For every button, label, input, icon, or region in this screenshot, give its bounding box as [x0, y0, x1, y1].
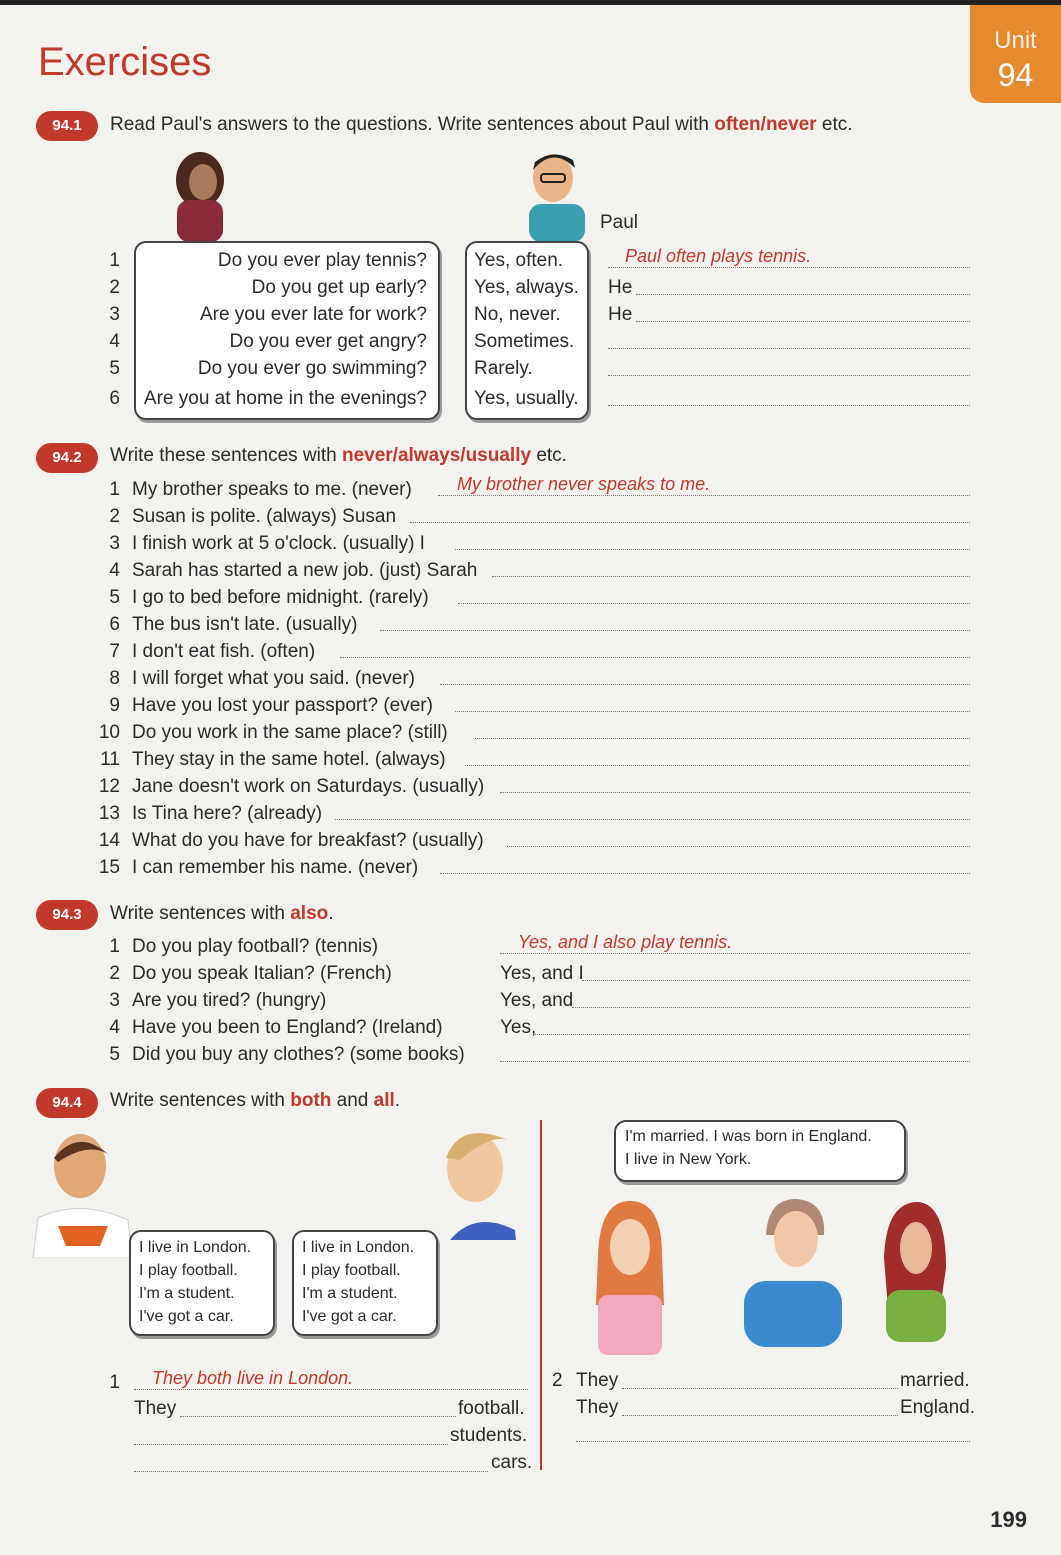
answer-line[interactable]	[608, 404, 970, 406]
top-border	[0, 0, 1061, 5]
question-text: Do you ever play tennis?	[217, 250, 427, 271]
item-text: I go to bed before midnight. (rarely)	[132, 587, 429, 608]
answer-text: Yes, often.	[474, 250, 564, 271]
example-answer: My brother never speaks to me.	[457, 474, 711, 494]
item-text: Susan is polite. (always) Susan	[132, 506, 397, 527]
answer-line[interactable]	[380, 629, 970, 631]
item-number: 1	[109, 479, 120, 500]
item-text: I finish work at 5 o'clock. (usually) I	[132, 533, 425, 554]
answer-line[interactable]	[410, 521, 970, 523]
example-answer: They both live in London.	[152, 1368, 354, 1388]
item-number: 11	[100, 749, 120, 770]
item-text: The bus isn't late. (usually)	[132, 614, 358, 635]
answer-line[interactable]	[492, 575, 970, 577]
question-text: Do you ever get angry?	[229, 331, 427, 352]
answer-line[interactable]	[465, 764, 970, 766]
unit-tab	[970, 5, 1061, 103]
answer-line[interactable]	[535, 1033, 970, 1035]
section-divider	[540, 1120, 542, 1470]
exercise-badge-94-1: 94.1	[36, 111, 98, 141]
man-left-illustration	[28, 1128, 138, 1258]
answer-line[interactable]	[440, 683, 970, 685]
item-text: Have you lost your passport? (ever)	[132, 695, 433, 716]
exercise-badge-94-4: 94.4	[36, 1088, 98, 1118]
answer-line[interactable]	[500, 1060, 970, 1062]
example-answer: Paul often plays tennis.	[625, 246, 812, 266]
answer-line[interactable]	[636, 320, 970, 322]
page-title: Exercises	[38, 40, 212, 84]
item-text: Do you speak Italian? (French)	[132, 963, 392, 984]
answer-start: He	[608, 277, 633, 298]
answer-text: Yes, usually.	[474, 388, 579, 409]
paul-label: Paul	[600, 212, 639, 233]
answer-line[interactable]	[500, 791, 970, 793]
part1-end: students.	[450, 1425, 528, 1446]
q-number: 4	[109, 331, 120, 352]
instruction-94-2: Write these sentences with never/always/usually etc.	[110, 445, 567, 466]
answer-line[interactable]	[438, 494, 970, 496]
unit-number: 94	[997, 57, 1034, 93]
unit-label: Unit	[994, 27, 1037, 54]
part1-end: cars.	[491, 1452, 533, 1473]
item-number: 4	[109, 1017, 120, 1038]
q-number: 2	[109, 277, 120, 298]
answer-line[interactable]	[458, 602, 970, 604]
answer-line[interactable]	[572, 1006, 970, 1008]
answer-line[interactable]	[622, 1414, 898, 1416]
item-number: 10	[98, 722, 120, 743]
answer-line[interactable]	[340, 656, 970, 658]
answer-line[interactable]	[608, 347, 970, 349]
item-text: What do you have for breakfast? (usually)	[132, 830, 484, 851]
answer-line[interactable]	[440, 872, 970, 874]
part2-they: They	[576, 1370, 619, 1391]
item-text: Have you been to England? (Ireland)	[132, 1017, 443, 1038]
item-text: Did you buy any clothes? (some books)	[132, 1044, 465, 1065]
bubble-group-text: I'm married. I was born in England. I live in New York.	[625, 1128, 872, 1168]
item-number: 13	[98, 803, 120, 824]
answer-line[interactable]	[576, 1440, 970, 1442]
item-number: 15	[98, 857, 120, 878]
instruction-94-1: Read Paul's answers to the questions. Write sentences about Paul with often/never etc.	[110, 114, 853, 135]
answer-start: He	[608, 304, 633, 325]
instruction-94-3: Write sentences with also.	[110, 903, 334, 924]
answer-text: Sometimes.	[474, 331, 575, 352]
item-number: 3	[109, 990, 120, 1011]
part1-they: They	[134, 1398, 177, 1419]
answer-line[interactable]	[455, 710, 970, 712]
answer-line[interactable]	[608, 266, 970, 268]
question-text: Do you get up early?	[251, 277, 427, 298]
answer-line[interactable]	[608, 374, 970, 376]
item-number: 5	[109, 587, 120, 608]
item-number: 2	[109, 506, 120, 527]
part2-end: married.	[900, 1370, 970, 1391]
example-answer: Yes, and I also play tennis.	[518, 932, 733, 952]
q-number: 1	[109, 250, 120, 271]
page-number: 199	[990, 1507, 1027, 1532]
woman-1-illustration	[590, 1195, 670, 1355]
item-text: I will forget what you said. (never)	[132, 668, 416, 689]
answer-line[interactable]	[500, 952, 970, 954]
q-number: 3	[109, 304, 120, 325]
bubble-left-text: I live in London. I play football. I'm a student. I've got a car.	[139, 1239, 252, 1325]
item-text: My brother speaks to me. (never)	[132, 479, 412, 500]
item-text: I can remember his name. (never)	[132, 857, 419, 878]
part1-number: 1	[109, 1372, 120, 1393]
answer-start: Yes, and I	[500, 963, 584, 984]
item-text: Sarah has started a new job. (just) Sarah	[132, 560, 478, 581]
exercise-badge-94-3: 94.3	[36, 900, 98, 930]
answer-text: Rarely.	[474, 358, 533, 379]
answer-line[interactable]	[507, 845, 970, 847]
item-number: 1	[109, 936, 120, 957]
item-text: I don't eat fish. (often)	[132, 641, 316, 662]
answer-line[interactable]	[622, 1387, 898, 1389]
question-text: Do you ever go swimming?	[197, 358, 427, 379]
question-text: Are you ever late for work?	[199, 304, 427, 325]
answer-start: Yes,	[500, 1017, 537, 1038]
paul-illustration	[515, 150, 595, 242]
answer-line[interactable]	[335, 818, 970, 820]
item-number: 14	[98, 830, 120, 851]
answer-line[interactable]	[455, 548, 970, 550]
answer-line[interactable]	[134, 1388, 528, 1390]
answer-line[interactable]	[134, 1470, 488, 1472]
answer-text: Yes, always.	[474, 277, 579, 298]
item-text: Jane doesn't work on Saturdays. (usually)	[132, 776, 485, 797]
item-number: 2	[109, 963, 120, 984]
item-text: Do you play football? (tennis)	[132, 936, 379, 957]
item-number: 9	[109, 695, 120, 716]
part2-they: They	[576, 1397, 619, 1418]
answer-line[interactable]	[180, 1415, 456, 1417]
woman-illustration	[165, 150, 235, 242]
item-number: 3	[109, 533, 120, 554]
part2-number: 2	[552, 1370, 563, 1391]
item-number: 12	[98, 776, 120, 797]
answer-start: Yes, and	[500, 990, 574, 1011]
item-number: 7	[109, 641, 120, 662]
man-right-illustration	[420, 1120, 520, 1240]
item-text: Is Tina here? (already)	[132, 803, 323, 824]
item-number: 6	[109, 614, 120, 635]
q-number: 5	[109, 358, 120, 379]
item-text: They stay in the same hotel. (always)	[132, 749, 446, 770]
woman-2-illustration	[738, 1195, 848, 1350]
q-number: 6	[109, 388, 120, 409]
item-number: 5	[109, 1044, 120, 1065]
part2-end: England.	[900, 1397, 976, 1418]
woman-3-illustration	[880, 1198, 950, 1343]
item-text: Are you tired? (hungry)	[132, 990, 327, 1011]
item-text: Do you work in the same place? (still)	[132, 722, 448, 743]
item-number: 4	[109, 560, 120, 581]
answer-line[interactable]	[582, 979, 970, 981]
instruction-94-4: Write sentences with both and all.	[110, 1090, 401, 1111]
answer-text: No, never.	[474, 304, 561, 325]
answer-line[interactable]	[134, 1443, 448, 1445]
question-text: Are you at home in the evenings?	[143, 388, 427, 409]
item-number: 8	[109, 668, 120, 689]
answer-line[interactable]	[475, 737, 970, 739]
part1-end: football.	[458, 1398, 525, 1419]
answer-line[interactable]	[636, 293, 970, 295]
exercise-badge-94-2: 94.2	[36, 443, 98, 473]
bubble-right-text: I live in London. I play football. I'm a student. I've got a car.	[302, 1239, 415, 1325]
